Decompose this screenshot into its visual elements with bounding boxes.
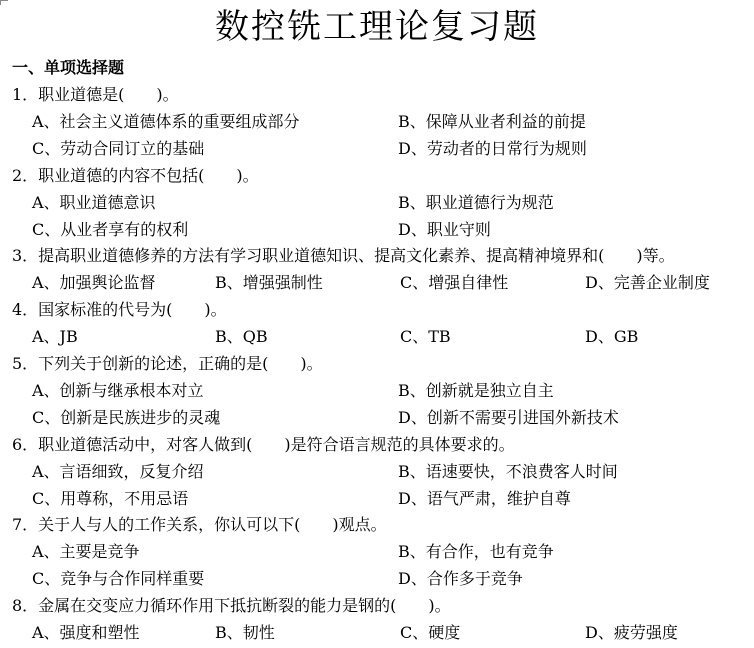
answer-option: C、硬度 <box>400 623 461 642</box>
answer-option: D、创新不需要引进国外新技术 <box>398 407 619 427</box>
answer-option: C、增强自律性 <box>400 273 509 293</box>
answer-option: D、职业守则 <box>398 219 491 239</box>
answer-option: A、言语细致，反复介绍 <box>32 461 204 481</box>
answer-option: B、语速要快，不浪费客人时间 <box>398 461 618 481</box>
answer-option: C、劳动合同订立的基础 <box>32 138 205 158</box>
answer-option: C、竞争与合作同样重要 <box>32 569 205 589</box>
answer-option: B、有合作，也有竞争 <box>398 542 554 562</box>
answer-option: A、创新与继承根本对立 <box>32 380 204 400</box>
answer-option: C、用尊称，不用忌语 <box>32 488 189 508</box>
question-stem: 4．国家标准的代号为( )。 <box>12 300 227 320</box>
answer-option: B、QB <box>215 327 268 347</box>
answer-option: B、保障从业者利益的前提 <box>398 111 586 131</box>
section-heading: 一、单项选择题 <box>12 58 125 77</box>
answer-option: C、创新是民族进步的灵魂 <box>32 407 221 427</box>
answer-option: D、合作多于竞争 <box>398 569 523 589</box>
question-stem: 7．关于人与人的工作关系，你认可以下( )观点。 <box>12 515 387 535</box>
question-stem: 5．下列关于创新的论述，正确的是( )。 <box>12 354 323 373</box>
answer-option: B、韧性 <box>215 623 275 642</box>
answer-option: D、劳动者的日常行为规则 <box>398 138 587 158</box>
answer-option: B、创新就是独立自主 <box>398 380 554 400</box>
question-stem: 6．职业道德活动中，对客人做到( )是符合语言规范的具体要求的。 <box>12 434 515 454</box>
answer-option: D、疲劳强度 <box>585 623 678 642</box>
question-stem: 3．提高职业道德修养的方法有学习职业道德知识、提高文化素养、提高精神境界和( )等。 <box>12 246 675 266</box>
answer-option: A、社会主义道德体系的重要组成部分 <box>32 111 300 131</box>
answer-option: A、强度和塑性 <box>32 623 140 642</box>
answer-option: A、主要是竞争 <box>32 542 140 562</box>
question-stem: 2．职业道德的内容不包括( )。 <box>12 165 259 185</box>
answer-option: B、增强强制性 <box>215 273 323 293</box>
question-stem: 1．职业道德是( )。 <box>12 85 179 104</box>
answer-option: D、语气严肃，维护自尊 <box>398 488 571 508</box>
answer-option: B、职业道德行为规范 <box>398 192 554 212</box>
answer-option: D、GB <box>585 327 639 347</box>
answer-option: A、JB <box>32 327 78 347</box>
document-title: 数控铣工理论复习题 <box>215 7 539 47</box>
answer-option: D、完善企业制度 <box>585 273 710 293</box>
answer-option: C、从业者享有的权利 <box>32 219 189 239</box>
answer-option: A、职业道德意识 <box>32 192 156 212</box>
question-stem: 8．金属在交变应力循环作用下抵抗断裂的能力是钢的( )。 <box>12 596 451 616</box>
answer-option: A、加强舆论监督 <box>32 273 156 293</box>
answer-option: C、TB <box>400 327 451 347</box>
